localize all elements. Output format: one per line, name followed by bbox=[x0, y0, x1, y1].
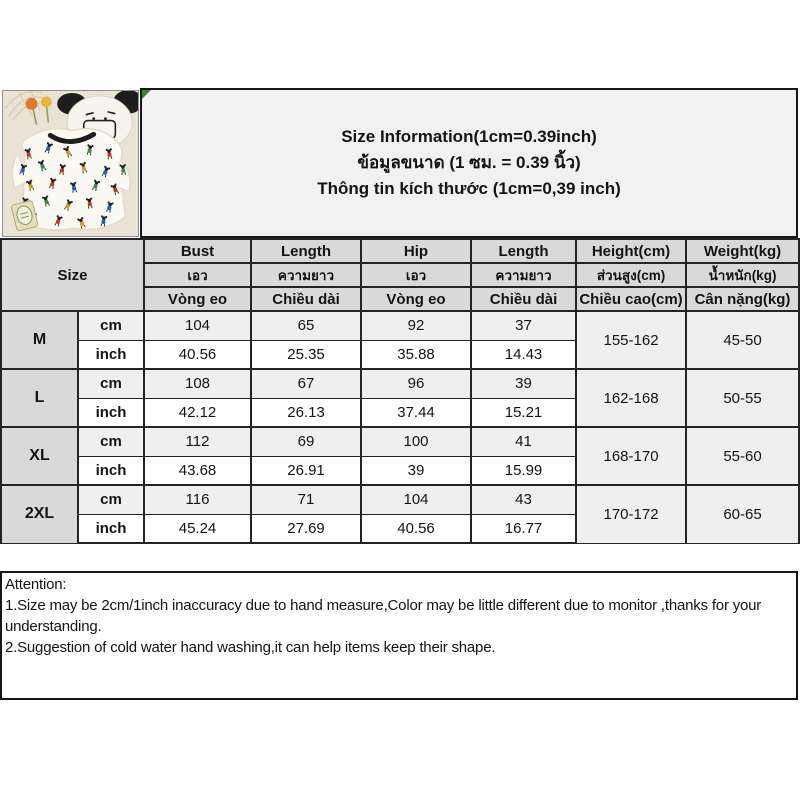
value-cell: 116 bbox=[144, 485, 251, 514]
height-range-cell: 170-172 bbox=[576, 485, 686, 543]
value-cell: 16.77 bbox=[471, 514, 576, 543]
unit-cm-label: cm bbox=[78, 485, 144, 514]
height-range-cell: 155-162 bbox=[576, 311, 686, 369]
col-header-bust-en: Bust bbox=[144, 239, 251, 263]
value-cell: 108 bbox=[144, 369, 251, 398]
value-cell: 69 bbox=[251, 427, 361, 456]
col-header-hip-th: เอว bbox=[361, 263, 471, 287]
value-cell: 40.56 bbox=[361, 514, 471, 543]
col-header-length-th: ความยาว bbox=[251, 263, 361, 287]
table-row bbox=[1, 369, 799, 398]
table-row bbox=[1, 485, 799, 514]
value-cell: 41 bbox=[471, 427, 576, 456]
col-header-hip-en: Hip bbox=[361, 239, 471, 263]
unit-cm-label: cm bbox=[78, 311, 144, 340]
value-cell: 112 bbox=[144, 427, 251, 456]
value-cell: 14.43 bbox=[471, 340, 576, 369]
col-header-height-vi: Chiều cao(cm) bbox=[576, 287, 686, 311]
unit-inch-label: inch bbox=[78, 456, 144, 485]
col-header-weight-en: Weight(kg) bbox=[686, 239, 799, 263]
weight-range-cell: 55-60 bbox=[686, 427, 799, 485]
title-thai: ข้อมูลขนาด (1 ซม. = 0.39 นิ้ว) bbox=[357, 153, 581, 172]
value-cell: 27.69 bbox=[251, 514, 361, 543]
weight-range-cell: 60-65 bbox=[686, 485, 799, 543]
value-cell: 71 bbox=[251, 485, 361, 514]
value-cell: 26.13 bbox=[251, 398, 361, 427]
table-row bbox=[1, 311, 799, 340]
size-header-cell: Size bbox=[1, 239, 144, 311]
value-cell: 100 bbox=[361, 427, 471, 456]
col-header-length-en: Length bbox=[251, 239, 361, 263]
product-photo bbox=[2, 90, 139, 237]
col-header-hip-vi: Vòng eo bbox=[361, 287, 471, 311]
unit-inch-label: inch bbox=[78, 514, 144, 543]
value-cell: 67 bbox=[251, 369, 361, 398]
title-box bbox=[140, 88, 798, 238]
weight-range-cell: 50-55 bbox=[686, 369, 799, 427]
value-cell: 15.99 bbox=[471, 456, 576, 485]
height-range-cell: 168-170 bbox=[576, 427, 686, 485]
size-label-2xl: 2XL bbox=[1, 485, 78, 543]
table-row bbox=[1, 427, 799, 456]
col-header-height-th: ส่วนสูง(cm) bbox=[576, 263, 686, 287]
value-cell: 25.35 bbox=[251, 340, 361, 369]
value-cell: 39 bbox=[361, 456, 471, 485]
value-cell: 92 bbox=[361, 311, 471, 340]
value-cell: 37.44 bbox=[361, 398, 471, 427]
value-cell: 45.24 bbox=[144, 514, 251, 543]
value-cell: 39 bbox=[471, 369, 576, 398]
col-header-weight-th: น้ำหนัก(kg) bbox=[686, 263, 799, 287]
value-cell: 26.91 bbox=[251, 456, 361, 485]
unit-cm-label: cm bbox=[78, 427, 144, 456]
attention-line-2: 2.Suggestion of cold water hand washing,it can help items keep their shape. bbox=[5, 639, 496, 656]
attention-heading: Attention: bbox=[5, 576, 67, 593]
weight-range-cell: 45-50 bbox=[686, 311, 799, 369]
value-cell: 15.21 bbox=[471, 398, 576, 427]
col-header-length2-vi: Chiều dài bbox=[471, 287, 576, 311]
col-header-bust-vi: Vòng eo bbox=[144, 287, 251, 311]
cell-comment-marker-icon bbox=[142, 90, 151, 99]
col-header-length-vi: Chiều dài bbox=[251, 287, 361, 311]
value-cell: 43 bbox=[471, 485, 576, 514]
value-cell: 65 bbox=[251, 311, 361, 340]
unit-inch-label: inch bbox=[78, 398, 144, 427]
size-label-m: M bbox=[1, 311, 78, 369]
unit-cm-label: cm bbox=[78, 369, 144, 398]
attention-line-1: 1.Size may be 2cm/1inch inaccuracy due to hand measure,Color may be little different due to monitor ,thanks for your understanding. bbox=[5, 597, 762, 635]
value-cell: 104 bbox=[144, 311, 251, 340]
title-vietnamese: Thông tin kích thước (1cm=0,39 inch) bbox=[317, 179, 621, 198]
value-cell: 35.88 bbox=[361, 340, 471, 369]
size-label-l: L bbox=[1, 369, 78, 427]
size-label-xl: XL bbox=[1, 427, 78, 485]
attention-box bbox=[0, 571, 798, 700]
value-cell: 42.12 bbox=[144, 398, 251, 427]
col-header-height-en: Height(cm) bbox=[576, 239, 686, 263]
title-english: Size Information(1cm=0.39inch) bbox=[341, 127, 597, 146]
value-cell: 104 bbox=[361, 485, 471, 514]
unit-inch-label: inch bbox=[78, 340, 144, 369]
value-cell: 96 bbox=[361, 369, 471, 398]
col-header-length2-th: ความยาว bbox=[471, 263, 576, 287]
height-range-cell: 162-168 bbox=[576, 369, 686, 427]
col-header-length2-en: Length bbox=[471, 239, 576, 263]
col-header-weight-vi: Cân nặng(kg) bbox=[686, 287, 799, 311]
product-photo-illustration bbox=[3, 91, 138, 236]
size-table bbox=[0, 238, 800, 544]
value-cell: 40.56 bbox=[144, 340, 251, 369]
value-cell: 37 bbox=[471, 311, 576, 340]
col-header-bust-th: เอว bbox=[144, 263, 251, 287]
value-cell: 43.68 bbox=[144, 456, 251, 485]
